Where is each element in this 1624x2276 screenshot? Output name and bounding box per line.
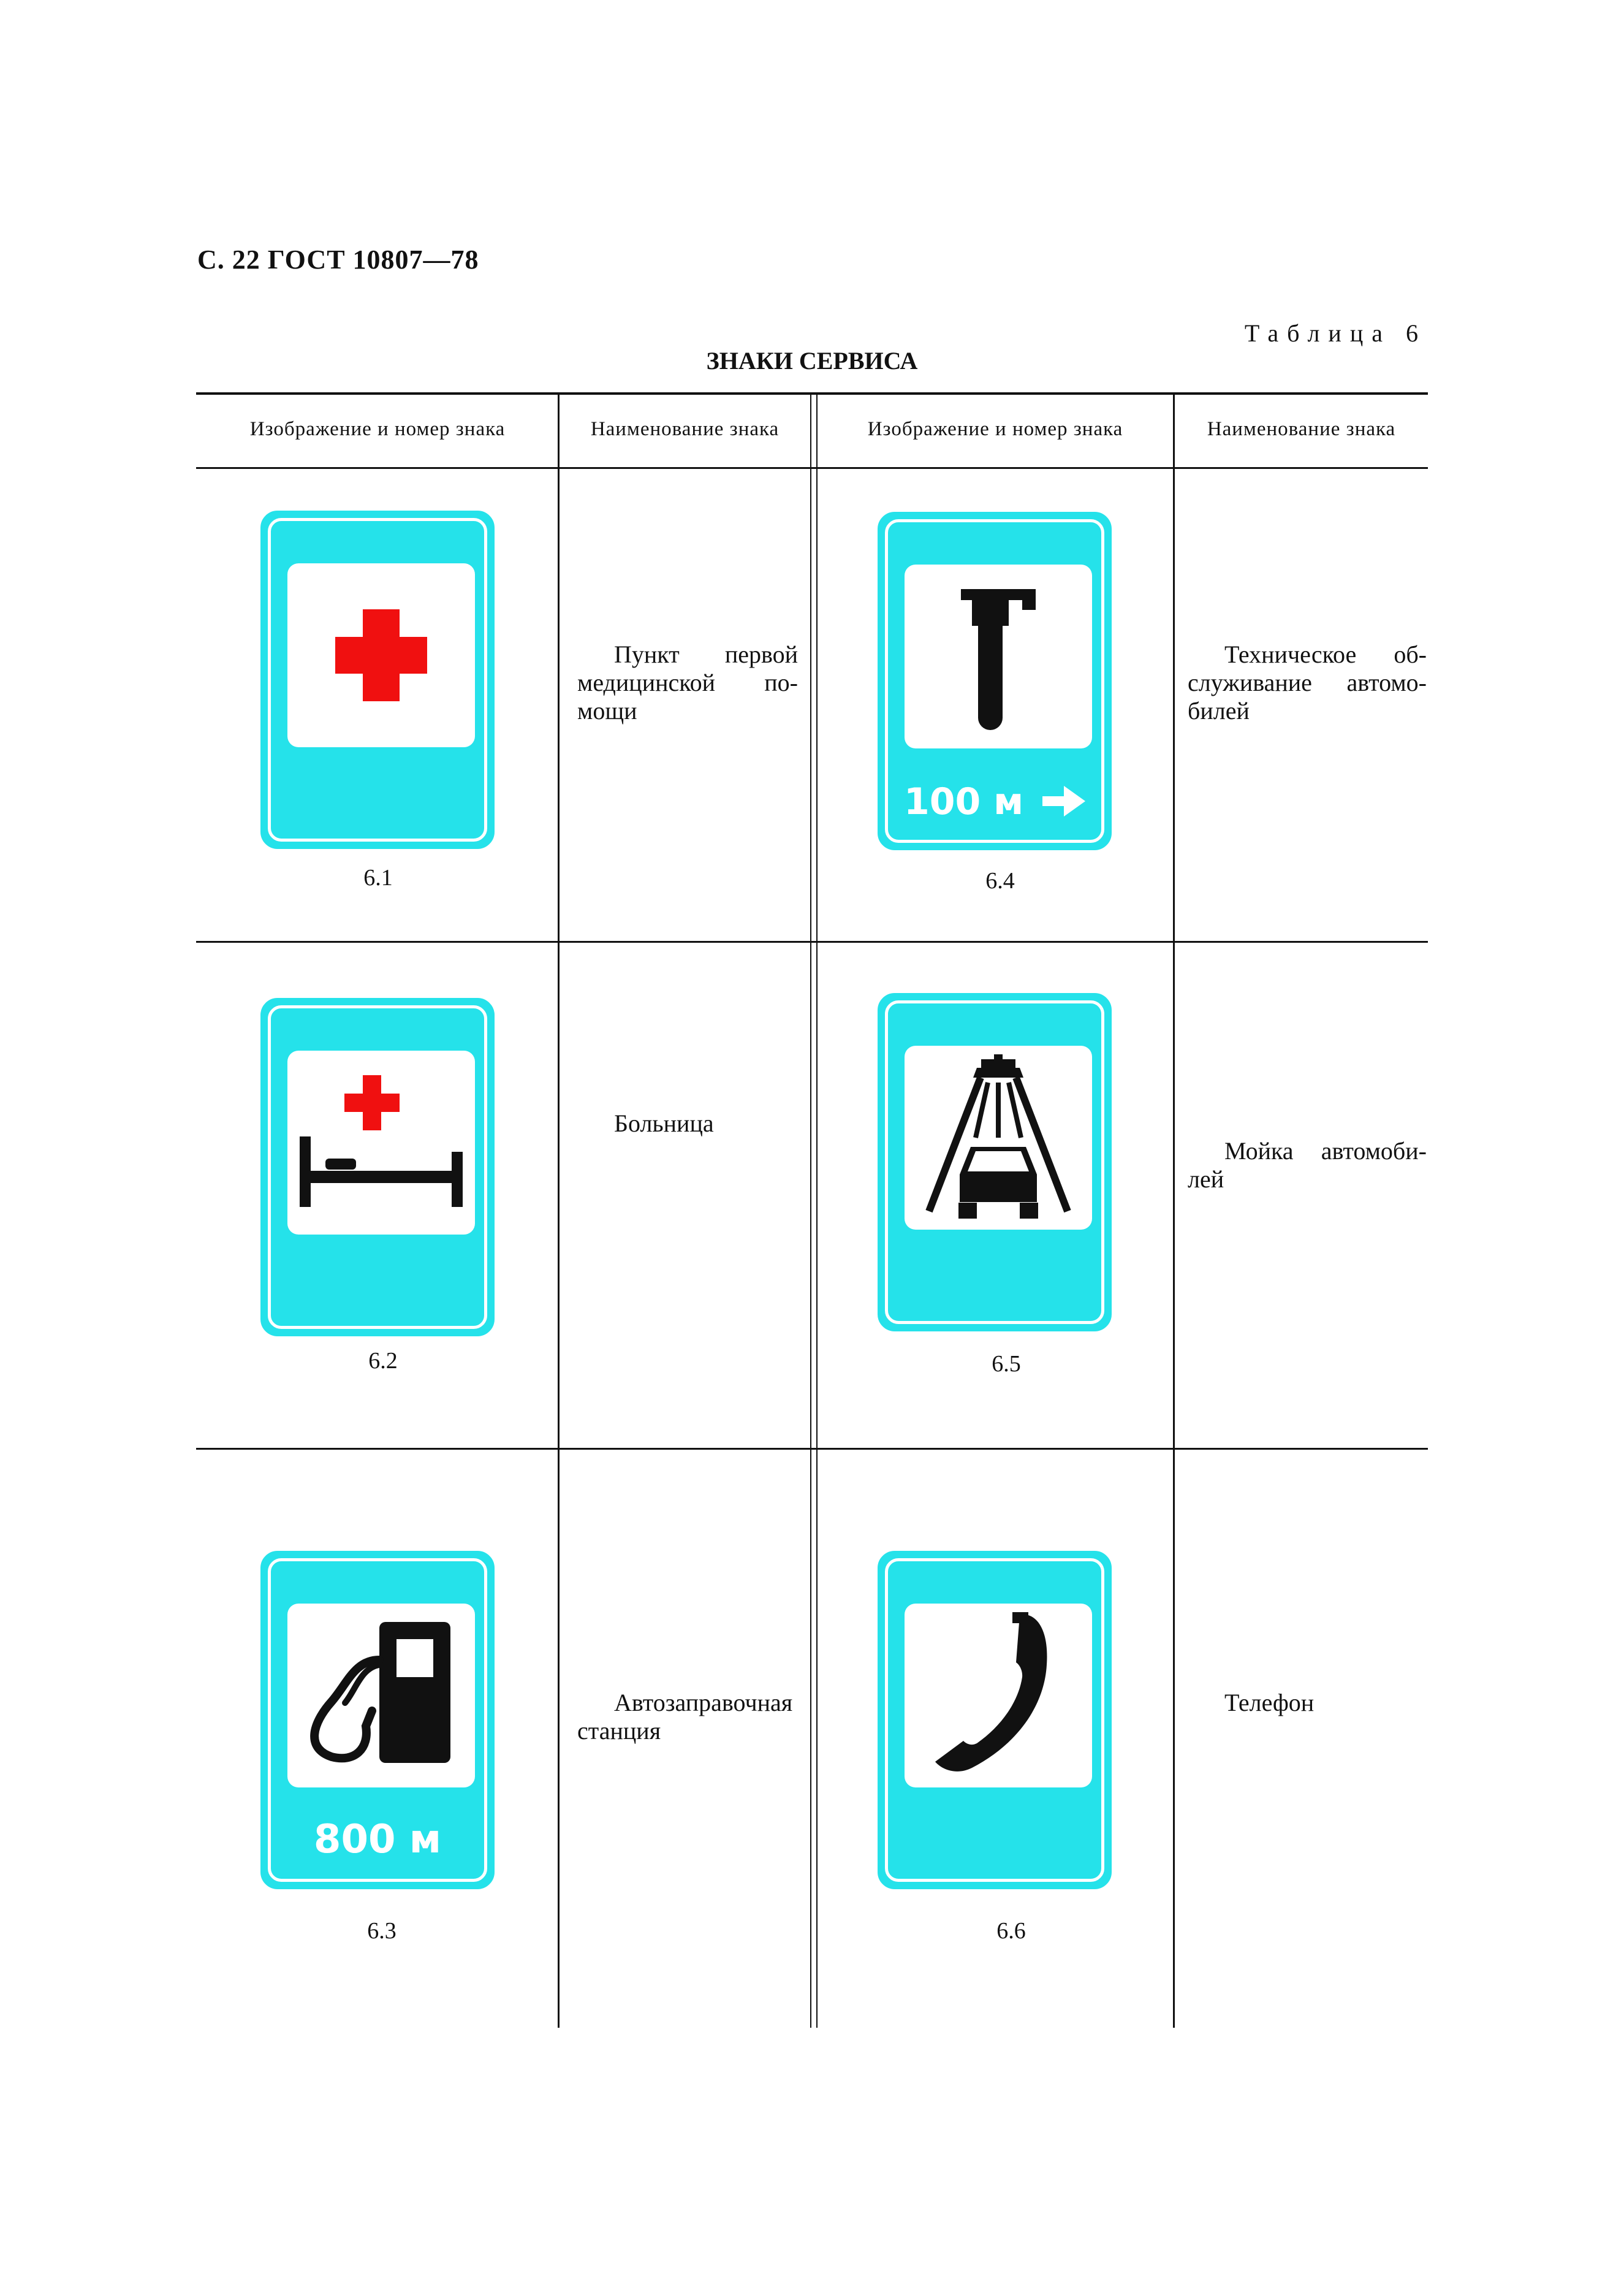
- sign-6-6: [878, 1551, 1112, 1889]
- row-divider-1: [196, 941, 1428, 943]
- sign-name-6-3: Автозаправочная станция: [577, 1689, 793, 1745]
- sign-name-6-4: Техническое об- служивание автомо- билей: [1188, 641, 1427, 725]
- sign-6-2: [260, 998, 495, 1336]
- sign-6-5: [878, 993, 1112, 1331]
- page-header: С. 22 ГОСТ 10807—78: [197, 245, 479, 275]
- fuel-pump-icon: [287, 1604, 475, 1787]
- hospital-bed-icon: [287, 1051, 475, 1235]
- column-divider-2b: [816, 392, 818, 2028]
- row-divider-2: [196, 1448, 1428, 1450]
- table-title: ЗНАКИ СЕРВИСА: [706, 347, 918, 375]
- sign-6-4: [878, 512, 1112, 850]
- sign-6-1: [260, 511, 495, 849]
- distance-label: 100 м: [881, 780, 1108, 823]
- sign-number: 6.5: [992, 1351, 1021, 1377]
- column-header-image-right: Изображение и номер знака: [867, 417, 1123, 440]
- sign-number: 6.3: [367, 1918, 397, 1944]
- sign-number: 6.4: [985, 868, 1015, 894]
- arrow-right-icon: [1042, 786, 1085, 816]
- telephone-icon: [905, 1604, 1092, 1787]
- car-wash-icon: [905, 1046, 1092, 1230]
- column-divider-2a: [810, 392, 811, 2028]
- column-divider-3: [1173, 392, 1175, 2028]
- column-header-name-right: Наименование знака: [1207, 417, 1396, 440]
- sign-number: 6.2: [368, 1348, 398, 1374]
- column-header-image-left: Изображение и номер знака: [249, 417, 506, 440]
- column-header-name-left: Наименование знака: [590, 417, 780, 440]
- column-divider-1: [558, 392, 560, 2028]
- sign-name-6-5: Мойка автомоби- лей: [1188, 1137, 1427, 1193]
- wrench-icon: [905, 565, 1092, 748]
- sign-number: 6.6: [996, 1918, 1026, 1944]
- sign-6-3: [260, 1551, 495, 1889]
- sign-name-6-6: Телефон: [1224, 1689, 1315, 1716]
- sign-name-6-2: Больница: [614, 1109, 714, 1137]
- sign-name-6-1: Пункт первой медицинской по- мощи: [577, 641, 798, 725]
- header-bottom-rule: [196, 467, 1428, 469]
- table-number: Таблица 6: [1244, 319, 1427, 347]
- sign-number: 6.1: [363, 865, 393, 891]
- red-cross-icon: [287, 563, 475, 747]
- distance-label: 800 м: [313, 1817, 442, 1862]
